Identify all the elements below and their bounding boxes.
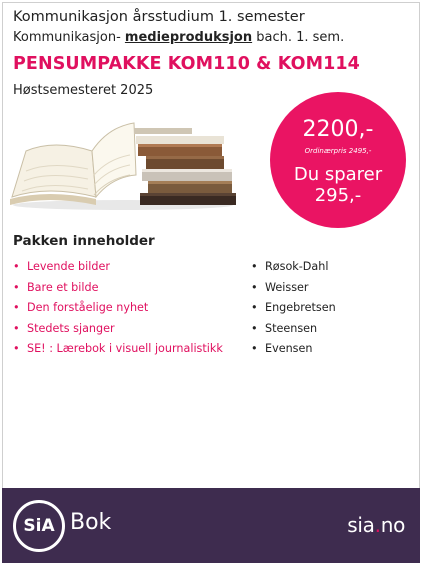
book-title: • Levende bilder	[13, 260, 223, 281]
page-title: PENSUMPAKKE KOM110 & KOM114	[13, 54, 360, 74]
book-title-list	[13, 260, 223, 363]
price-badge	[270, 92, 406, 228]
book-title: • Bare et bilde	[13, 281, 223, 302]
book-title: • SE! : Lærebok i visuell journalistikk	[13, 342, 223, 363]
book-title: • Den forståelige nyhet	[13, 301, 223, 322]
savings-label: Du sparer	[293, 164, 383, 185]
program-name: Kommunikasjon årsstudium 1. semester	[13, 9, 305, 25]
site-name	[347, 513, 405, 537]
subprogram-highlight: medieproduksjon	[124, 30, 253, 45]
price-value: 2200,-	[302, 117, 374, 142]
book-title: • Stedets sjanger	[13, 322, 223, 343]
sia-logo-icon: SiA	[13, 500, 65, 552]
book-author: • Steensen	[251, 322, 336, 343]
site-name-tld: no	[380, 513, 405, 537]
book-author: • Røsok-Dahl	[251, 260, 336, 281]
books-illustration	[8, 115, 238, 211]
flyer-card	[2, 2, 420, 563]
book-author: • Engebretsen	[251, 301, 336, 322]
ordinary-price: Ordinærpris 2495,-	[304, 147, 372, 155]
footer-bar	[2, 488, 420, 563]
subprogram-prefix: Kommunikasjon-	[13, 30, 125, 45]
logo-wordmark: Bok	[70, 510, 112, 535]
author-list	[251, 260, 336, 363]
subprogram-name	[13, 30, 344, 45]
book-author: • Evensen	[251, 342, 336, 363]
book-author: • Weisser	[251, 281, 336, 302]
subprogram-suffix: bach. 1. sem.	[252, 30, 345, 45]
semester-label: Høstsemesteret 2025	[13, 83, 154, 98]
site-name-dot: .	[374, 513, 381, 537]
savings-amount: 295,-	[314, 185, 362, 206]
site-name-main: sia	[347, 513, 375, 537]
contents-heading: Pakken inneholder	[13, 233, 155, 249]
